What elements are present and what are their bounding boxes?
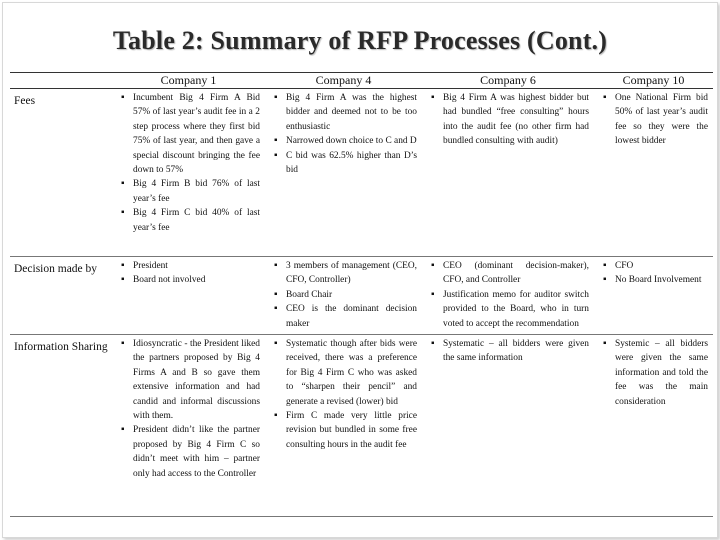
- list-item: [117, 423, 260, 481]
- list-item: [270, 337, 417, 409]
- table-cell: [422, 335, 594, 517]
- bullet-icon: ▪: [121, 338, 125, 349]
- bullet-list: [270, 91, 417, 177]
- row-label: Fees: [10, 89, 112, 257]
- row-label: Decision made by: [10, 257, 112, 335]
- bullet-icon: ▪: [121, 274, 125, 286]
- list-item-text: Systematic though after bids were received, there was a preference for Big 4 Firm C who was asked to “sharpen their pencil” and generate a revised (lower) bid: [286, 339, 417, 407]
- list-item: [599, 337, 708, 409]
- table-cell: [112, 257, 265, 335]
- list-item: [599, 259, 708, 273]
- bullet-icon: ▪: [431, 338, 435, 349]
- column-header: Company 4: [265, 73, 422, 89]
- bullet-list: [117, 91, 260, 235]
- list-item: [427, 259, 589, 288]
- list-item-text: President: [133, 261, 168, 271]
- table-row: [10, 89, 713, 257]
- table-cell: [265, 257, 422, 335]
- list-item: [270, 302, 417, 331]
- table-cell: [112, 335, 265, 517]
- list-item: [427, 337, 589, 366]
- column-header: Company 6: [422, 73, 594, 89]
- list-item-text: Big 4 Firm B bid 76% of last year’s fee: [133, 179, 260, 204]
- list-item: [599, 273, 708, 287]
- bullet-list: [427, 91, 589, 149]
- column-header: Company 1: [112, 73, 265, 89]
- bullet-icon: ▪: [431, 260, 435, 271]
- list-item: [117, 177, 260, 206]
- bullet-icon: ▪: [274, 288, 278, 300]
- bullet-icon: ▪: [121, 178, 125, 190]
- bullet-icon: ▪: [274, 135, 278, 147]
- bullet-list: [599, 337, 708, 409]
- list-item-text: CEO is the dominant decision maker: [286, 304, 417, 329]
- slide-title: Table 2: Summary of RFP Processes (Cont.): [112, 26, 608, 55]
- table-cell: [422, 257, 594, 335]
- list-item-text: Big 4 Firm C bid 40% of last year’s fee: [133, 208, 260, 233]
- list-item-text: President didn’t like the partner proposed by Big 4 Firm C so didn’t meet with him – partner only had access to the Controller: [133, 425, 260, 479]
- table-cell: [594, 257, 713, 335]
- list-item-text: Board not involved: [133, 275, 206, 286]
- list-item-text: 3 members of management (CEO, CFO, Controller): [286, 261, 417, 286]
- bullet-list: [427, 337, 589, 366]
- bullet-icon: ▪: [431, 288, 435, 300]
- list-item: [270, 259, 417, 288]
- bullet-list: [270, 337, 417, 452]
- list-item-text: Big 4 Firm A was highest bidder but had bundled “free consulting” hours into the audit fee (no other firm had bundled consulting with audit): [443, 93, 589, 147]
- bullet-icon: ▪: [603, 92, 607, 103]
- list-item: [270, 134, 417, 148]
- list-item-text: Justification memo for auditor switch provided to the Board, who in turn voted to accept the recommendation: [443, 289, 589, 329]
- bullet-list: [117, 259, 260, 288]
- list-item: [427, 91, 589, 149]
- list-item-text: One National Firm bid 50% of last year’s audit fee so they were the lowest bidder: [615, 93, 708, 147]
- table-cell: [422, 89, 594, 257]
- bullet-icon: ▪: [274, 410, 278, 422]
- bullet-icon: ▪: [431, 92, 435, 103]
- list-item-text: Systemic – all bidders were given the same information and told the fee was the main consideration: [615, 339, 708, 407]
- column-header: Company 10: [594, 73, 713, 89]
- list-item-text: Incumbent Big 4 Firm A Bid 57% of last year’s audit fee in a 2 step process where they first bid 75% of last year, and then gave a special discount bringing the fee down to 57%: [133, 93, 260, 176]
- table-row: [10, 257, 713, 335]
- bullet-icon: ▪: [121, 92, 125, 103]
- bullet-icon: ▪: [274, 338, 278, 349]
- list-item-text: Systematic – all bidders were given the same information: [443, 339, 589, 364]
- bullet-icon: ▪: [274, 260, 278, 271]
- list-item-text: CFO: [615, 261, 634, 271]
- bullet-icon: ▪: [603, 274, 607, 286]
- list-item: [117, 206, 260, 235]
- bullet-list: [270, 259, 417, 331]
- rfp-summary-table: [10, 72, 713, 517]
- list-item-text: Firm C made very little price revision but bundled in some free consulting hours in the audit fee: [286, 411, 417, 450]
- list-item: [427, 288, 589, 331]
- bullet-icon: ▪: [121, 424, 125, 436]
- bullet-icon: ▪: [603, 338, 607, 349]
- list-item: [270, 149, 417, 178]
- bullet-list: [427, 259, 589, 331]
- list-item: [270, 288, 417, 302]
- bullet-icon: ▪: [274, 303, 278, 315]
- bullet-list: [599, 259, 708, 288]
- bullet-icon: ▪: [274, 149, 278, 161]
- table-cell: [594, 89, 713, 257]
- table-cell: [594, 335, 713, 517]
- bullet-icon: ▪: [121, 260, 125, 271]
- list-item: [117, 337, 260, 423]
- row-label: Information Sharing: [10, 335, 112, 517]
- list-item-text: Narrowed down choice to C and D: [286, 136, 417, 147]
- bullet-icon: ▪: [274, 92, 278, 103]
- bullet-icon: ▪: [603, 260, 607, 271]
- list-item: [117, 273, 260, 287]
- list-item-text: CEO (dominant decision-maker), CFO, and Controller: [443, 261, 589, 286]
- list-item-text: No Board Involvement: [615, 275, 702, 286]
- list-item-text: C bid was 62.5% higher than D’s bid: [286, 150, 417, 176]
- bullet-icon: ▪: [121, 207, 125, 219]
- table-cell: [112, 89, 265, 257]
- header-row: [10, 73, 713, 89]
- table-cell: [265, 89, 422, 257]
- list-item: [599, 91, 708, 149]
- list-item-text: Board Chair: [286, 289, 333, 300]
- table-cell: [265, 335, 422, 517]
- list-item: [117, 259, 260, 273]
- table-row: [10, 335, 713, 517]
- bullet-list: [599, 91, 708, 149]
- column-header: [10, 73, 112, 89]
- list-item: [117, 91, 260, 177]
- list-item: [270, 91, 417, 134]
- list-item-text: Idiosyncratic - the President liked the partners proposed by Big 4 Firms A and B so gave them extensive information and had candid and informal discussions with them.: [133, 339, 260, 422]
- bullet-list: [117, 337, 260, 481]
- list-item: [270, 409, 417, 452]
- list-item-text: Big 4 Firm A was the highest bidder and deemed not to be too enthusiastic: [286, 93, 417, 132]
